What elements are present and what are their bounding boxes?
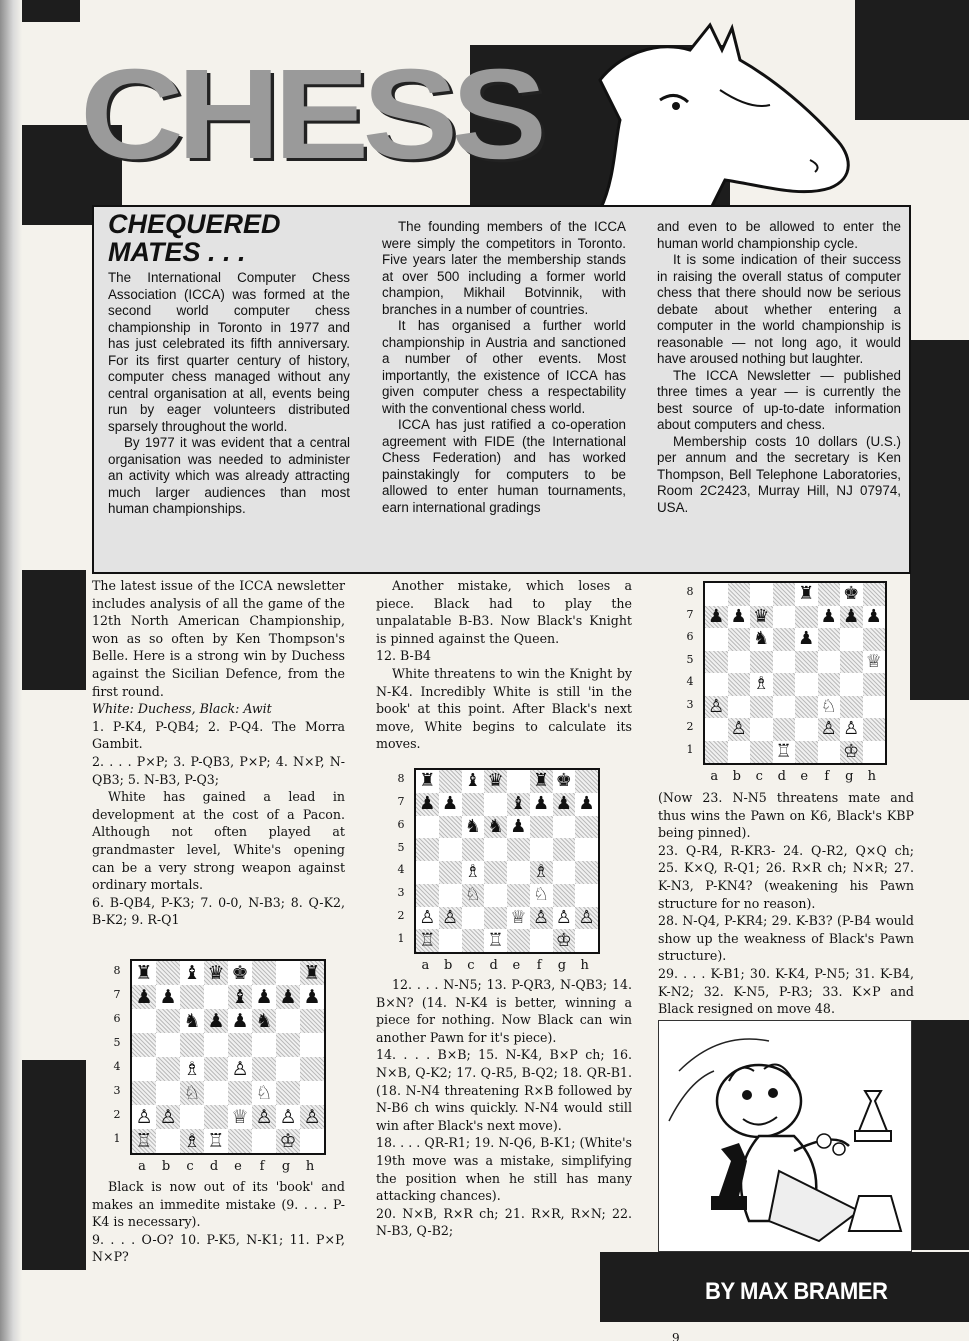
chess-square xyxy=(276,1033,300,1057)
chess-square xyxy=(795,718,818,741)
file-label: h xyxy=(867,769,876,784)
chess-piece-square: ♞ xyxy=(183,1009,201,1032)
chess-square xyxy=(773,718,796,741)
chess-square xyxy=(276,1009,300,1033)
chess-square xyxy=(553,861,576,884)
chess-square xyxy=(575,838,598,861)
file-label: a xyxy=(710,769,719,784)
file-label: b xyxy=(732,769,741,784)
chess-square xyxy=(300,1057,324,1081)
chess-square xyxy=(416,884,439,907)
rank-label: 8 xyxy=(686,585,694,599)
chess-square xyxy=(484,884,507,907)
chess-board-grid xyxy=(703,581,887,765)
chess-piece-square: ♟ xyxy=(231,1009,249,1032)
chess-piece-square: ♟ xyxy=(705,606,728,629)
paragraph: Membership costs 10 dollars (U.S.) per annum and the secretary is Ken Thompson, Bell Telephone Laboratories, Room 2C2423, Murray Hill, NJ 07974, USA. xyxy=(657,433,901,515)
cartoon-illustration xyxy=(658,1020,912,1252)
article-text: 1. P-K4, P-QB4; 2. P-Q4. The Morra Gambit. xyxy=(92,718,345,752)
chess-square xyxy=(773,651,796,674)
chess-piece-square: ♞ xyxy=(252,1009,276,1033)
chess-piece-square: ♜ xyxy=(530,770,553,793)
chess-board-grid xyxy=(130,959,326,1155)
chess-piece-square: ♙ xyxy=(705,696,728,719)
chess-square xyxy=(705,718,728,741)
chess-piece-square: ♗ xyxy=(530,861,553,884)
file-label: d xyxy=(209,1159,219,1174)
chess-square xyxy=(728,696,751,719)
chess-piece-square: ♗ xyxy=(183,1057,201,1080)
chess-piece-square: ♛ xyxy=(750,606,773,629)
rank-label: 5 xyxy=(113,1036,121,1049)
chess-piece-square: ♗ xyxy=(753,673,770,695)
chess-piece-square: ♘ xyxy=(462,884,485,907)
rank-label: 3 xyxy=(113,1084,121,1097)
chess-square xyxy=(840,651,863,674)
chess-square xyxy=(575,770,598,793)
file-label: f xyxy=(824,769,830,784)
chess-square xyxy=(439,816,462,839)
chess-piece-square: ♟ xyxy=(553,793,576,816)
paragraph: The founding members of the ICCA were simply the competitors in Toronto. Five years later the membership stands at over 500 including a former world champion, Mikhail Botvinnik, with branches in a number of countries. xyxy=(382,219,626,317)
chess-piece-square: ♙ xyxy=(419,906,436,928)
article-column-3 xyxy=(658,789,914,1018)
file-label: g xyxy=(845,769,854,784)
checker-square xyxy=(22,570,86,690)
chess-square xyxy=(439,884,462,907)
chess-square xyxy=(773,673,796,696)
chess-square xyxy=(439,838,462,861)
chess-piece-square: ♜ xyxy=(300,961,324,985)
chess-piece-square: ♟ xyxy=(820,605,837,627)
checker-square xyxy=(910,570,969,700)
file-label: c xyxy=(186,1159,194,1174)
chess-piece-square: ♔ xyxy=(840,741,863,764)
author-byline: BY MAX BRAMER xyxy=(705,1278,888,1305)
chess-piece-square: ♘ xyxy=(180,1081,204,1105)
rank-label: 1 xyxy=(686,742,694,756)
chess-piece-square: ♙ xyxy=(300,1105,324,1129)
chess-square xyxy=(795,673,818,696)
file-label: c xyxy=(467,958,475,973)
rank-label: 6 xyxy=(397,817,405,831)
chess-square xyxy=(507,861,530,884)
sidebar-column-3 xyxy=(657,219,901,516)
rank-label: 6 xyxy=(686,630,694,644)
chess-square xyxy=(416,816,439,839)
chess-square xyxy=(818,583,841,606)
chess-square xyxy=(705,628,728,651)
chess-diagram-3 xyxy=(683,577,897,787)
chess-piece-square: ♟ xyxy=(798,628,815,650)
paragraph: By 1977 it was evident that a central organisation was needed to administer an activity which was already attracting much larger audiences than most human championships. xyxy=(108,435,350,516)
sidebar-column-1 xyxy=(108,270,350,518)
article-text: 12. B-B4 xyxy=(376,648,432,664)
chess-piece-square: ♙ xyxy=(843,718,860,740)
chess-square xyxy=(840,673,863,696)
chess-square xyxy=(507,929,530,952)
chess-square xyxy=(795,741,818,764)
chess-square xyxy=(439,929,462,952)
chess-piece-square: ♕ xyxy=(231,1105,249,1128)
chess-square xyxy=(575,861,598,884)
chess-square xyxy=(750,741,773,764)
chess-square xyxy=(818,628,841,651)
chess-square xyxy=(705,673,728,696)
chess-square xyxy=(530,838,553,861)
chess-square xyxy=(204,1105,228,1129)
chess-square xyxy=(750,651,773,674)
chess-square xyxy=(863,696,886,719)
chess-square xyxy=(728,741,751,764)
chess-square xyxy=(705,741,728,764)
chess-piece-square: ♔ xyxy=(553,929,576,952)
file-label: h xyxy=(305,1159,315,1174)
file-label: f xyxy=(259,1159,265,1174)
chess-square xyxy=(575,816,598,839)
article-column-2-top xyxy=(376,577,632,753)
chess-square xyxy=(180,1033,204,1057)
masthead-title: CHESS xyxy=(80,43,541,186)
article-text: Another mistake, which loses a piece. Black had to play the unpalatable B-B3. Now Black's Knight is pinned against the Queen. xyxy=(376,578,632,646)
chess-square xyxy=(276,1057,300,1081)
chess-piece-square: ♟ xyxy=(730,605,747,627)
chess-square xyxy=(484,907,507,930)
chess-square xyxy=(553,884,576,907)
chess-square xyxy=(795,606,818,629)
chess-square xyxy=(462,929,485,952)
chess-square xyxy=(818,741,841,764)
chess-square xyxy=(728,651,751,674)
chess-square xyxy=(728,583,751,606)
chess-piece-square: ♙ xyxy=(575,907,598,930)
chess-square xyxy=(507,884,530,907)
article-text: 14. . . . B×B; 15. N-K4, B×P ch; 16. N×B, Q-K2; 17. Q-R5, B-Q2; 18. QR-B1. (18. N-N4 threatening R×B followed by N-B6 ch wins quickly. N-N4 would still win after Black's next move). xyxy=(376,1047,632,1133)
chess-square xyxy=(228,1033,252,1057)
chess-piece-square: ♚ xyxy=(231,961,249,984)
chess-square xyxy=(439,861,462,884)
chess-square xyxy=(252,961,276,985)
chess-square xyxy=(507,838,530,861)
chess-piece-square: ♖ xyxy=(207,1129,225,1152)
file-label: g xyxy=(557,958,567,973)
file-label: h xyxy=(580,958,589,973)
chess-square xyxy=(132,1081,156,1105)
article-text: White threatens to win the Knight by N-K4. Incredibly White is still 'in the book' at this point. After Black's next move, White begins to calculate its moves. xyxy=(376,665,632,752)
chess-square xyxy=(705,583,728,606)
chess-square xyxy=(863,628,886,651)
chess-piece-square: ♟ xyxy=(510,815,527,837)
article-text: White has gained a lead in development at the cost of a Pacon. Although not often played at grandmaster level, White's opening can be a very strong weapon against ordinary mortals. xyxy=(92,789,345,893)
rank-label: 1 xyxy=(397,931,405,945)
paragraph: ICCA has just ratified a co-operation agreement with FIDE (the International Chess Federation) and has worked painstakingly for computers to be allowed to enter human tournaments, earn international gradings xyxy=(382,417,626,515)
file-label: d xyxy=(777,769,786,784)
paragraph: The International Computer Chess Association (ICCA) was formed at the second world computer chess championship in Toronto in 1977 and has just celebrated its fifth anniversary. For its first quarter century of history, computer chess managed without any central organisation at all, events being run by eager volunteers distributed sparsely throughout the world. xyxy=(108,270,350,434)
chess-piece-square: ♜ xyxy=(798,583,815,605)
chess-square xyxy=(300,1009,324,1033)
chess-piece-square: ♘ xyxy=(820,695,837,717)
article-column-2-bottom xyxy=(376,976,632,1240)
chess-square xyxy=(416,861,439,884)
chess-piece-square: ♔ xyxy=(276,1129,300,1153)
chess-piece-square: ♜ xyxy=(419,770,436,792)
chess-square xyxy=(484,838,507,861)
chess-square xyxy=(863,583,886,606)
rank-label: 2 xyxy=(397,908,405,922)
checker-square xyxy=(855,0,969,120)
chess-square xyxy=(462,793,485,816)
article-text: White: Duchess, Black: Awit xyxy=(92,701,272,717)
article-text: 6. B-QB4, P-K3; 7. 0-0, N-B3; 8. Q-K2, B-K2; 9. R-Q1 xyxy=(92,894,345,928)
chess-piece-square: ♙ xyxy=(231,1057,249,1080)
chess-piece-square: ♖ xyxy=(775,740,792,762)
chess-board-grid xyxy=(414,768,600,954)
chess-square xyxy=(750,696,773,719)
chess-piece-square: ♟ xyxy=(255,985,273,1008)
chess-piece-square: ♘ xyxy=(255,1081,273,1104)
chess-square xyxy=(204,1033,228,1057)
chess-piece-square: ♟ xyxy=(442,793,459,815)
article-text: 2. . . . P×P; 3. P-QB3, P×P; 4. N×P, N-QB3; 5. N-B3, P-Q3; xyxy=(92,753,345,787)
chess-piece-square: ♝ xyxy=(228,985,252,1009)
rank-label: 4 xyxy=(113,1060,121,1073)
article-text: 23. Q-R4, R-KR3- 24. Q-R2, Q×Q ch; 25. K×Q, R-Q1; 26. R×R ch; N×R; 27. K-N3, P-KN4? (weakening his Pawn structure for no reason). xyxy=(658,842,914,911)
chess-square xyxy=(553,838,576,861)
chess-square xyxy=(728,673,751,696)
chess-piece-square: ♕ xyxy=(510,906,527,928)
chess-piece-square: ♙ xyxy=(279,1105,297,1128)
chess-piece-square: ♟ xyxy=(276,985,300,1009)
paragraph: The ICCA Newsletter — published three times a year — is currently the best source of up-to-date information about computers and chess. xyxy=(657,367,901,432)
rank-label: 7 xyxy=(113,988,121,1001)
chess-piece-square: ♚ xyxy=(555,770,572,792)
chess-piece-square: ♟ xyxy=(159,985,177,1008)
chess-square xyxy=(863,673,886,696)
chess-square xyxy=(156,1129,180,1153)
chess-piece-square: ♟ xyxy=(132,985,156,1009)
chess-square xyxy=(156,1033,180,1057)
chess-piece-square: ♙ xyxy=(252,1105,276,1129)
chess-square xyxy=(818,651,841,674)
chess-piece-square: ♖ xyxy=(132,1129,156,1153)
rank-label: 5 xyxy=(397,840,405,854)
chess-square xyxy=(863,741,886,764)
rank-label: 8 xyxy=(397,772,405,786)
paragraph: It has organised a further world championship in Austria and sanctioned a number of other events. Most importantly, the existence of ICCA has given computer chess a respectability with the conventional chess world. xyxy=(382,318,626,416)
chess-piece-square: ♞ xyxy=(464,815,481,837)
rank-label: 4 xyxy=(397,863,405,877)
chess-square xyxy=(705,651,728,674)
rank-label: 1 xyxy=(113,1132,121,1145)
chess-piece-square: ♙ xyxy=(439,907,462,930)
chess-diagram-2 xyxy=(394,764,610,976)
chess-square xyxy=(795,651,818,674)
article-column-1-top xyxy=(92,577,345,929)
chess-square xyxy=(156,961,180,985)
chess-square xyxy=(156,1081,180,1105)
chess-piece-square: ♞ xyxy=(484,816,507,839)
chess-square xyxy=(132,1057,156,1081)
file-label: f xyxy=(536,958,542,973)
chess-square xyxy=(204,1081,228,1105)
chess-square xyxy=(507,770,530,793)
chess-square xyxy=(840,696,863,719)
chess-piece-square: ♙ xyxy=(135,1105,153,1128)
chess-square xyxy=(773,628,796,651)
chess-piece-square: ♙ xyxy=(818,718,841,741)
chess-piece-square: ♗ xyxy=(464,861,481,883)
chess-piece-square: ♟ xyxy=(533,793,550,815)
chess-piece-square: ♘ xyxy=(533,884,550,906)
checker-square xyxy=(910,1020,969,1250)
chess-square xyxy=(462,907,485,930)
chess-piece-square: ♛ xyxy=(484,770,507,793)
chess-piece-square: ♝ xyxy=(183,961,201,984)
chess-square xyxy=(300,1129,324,1153)
chess-square xyxy=(204,1057,228,1081)
article-text: (Now 23. N-N5 threatens mate and thus wins the Pawn on K6, Black's KBP being pinned). xyxy=(658,790,914,841)
chess-square xyxy=(530,816,553,839)
chess-piece-square: ♝ xyxy=(507,793,530,816)
page-binding-shadow xyxy=(0,0,22,1341)
chess-piece-square: ♟ xyxy=(204,1009,228,1033)
article-text: 28. N-Q4, P-KR4; 29. K-B3? (P-B4 would show up the weakness of Black's Pawn structure). xyxy=(658,913,914,964)
rank-label: 6 xyxy=(113,1012,121,1025)
file-label: b xyxy=(161,1159,171,1174)
chess-piece-square: ♝ xyxy=(464,770,481,792)
article-text: 12. . . . N-N5; 13. P-QR3, N-QB3; 14. B×N? (14. N-K4 is better, winning a piece for nothing. Now Black can win another Pawn for it's piece). xyxy=(376,977,632,1045)
chess-piece-square: ♖ xyxy=(487,929,504,951)
article-text: 29. . . . K-B1; 30. K-K4, P-N5; 31. K-B4, K-N2; 32. K-N5, P-R3; 33. K×P and Black resigned on move 48. xyxy=(658,965,914,1017)
chess-piece-square: ♞ xyxy=(753,628,770,650)
chess-square xyxy=(439,770,462,793)
chess-piece-square: ♟ xyxy=(578,793,595,815)
chess-square xyxy=(750,718,773,741)
rank-label: 2 xyxy=(686,720,694,734)
chess-piece-square: ♕ xyxy=(865,650,882,672)
chess-square xyxy=(575,929,598,952)
rank-label: 5 xyxy=(686,652,694,666)
chess-square xyxy=(228,1081,252,1105)
knight-head-illustration xyxy=(560,20,860,210)
chess-square xyxy=(276,961,300,985)
article-text: 20. N×B, R×R ch; 21. R×R, R×N; 22. N-B3, Q-B2; xyxy=(376,1205,632,1239)
chess-square xyxy=(750,583,773,606)
sidebar-title: CHEQUERED MATES . . . xyxy=(108,209,281,267)
file-label: a xyxy=(138,1159,146,1174)
chess-square xyxy=(180,985,204,1009)
sidebar-column-2 xyxy=(382,219,626,516)
chess-square xyxy=(773,606,796,629)
chess-square xyxy=(132,1033,156,1057)
chess-square xyxy=(180,1105,204,1129)
chess-square xyxy=(228,1129,252,1153)
file-label: e xyxy=(234,1159,242,1174)
chess-square xyxy=(484,861,507,884)
file-label: d xyxy=(489,958,498,973)
chess-square xyxy=(840,628,863,651)
chess-piece-square: ♛ xyxy=(204,961,228,985)
chess-square xyxy=(863,718,886,741)
chess-piece-square: ♟ xyxy=(416,793,439,816)
masthead xyxy=(80,40,560,190)
checker-square xyxy=(22,0,80,22)
page-number: 9 xyxy=(672,1331,680,1341)
article-text: 9. . . . O-O? 10. P-K5, N-K1; 11. P×P, N×P? xyxy=(92,1231,345,1265)
chess-piece-square: ♙ xyxy=(555,906,572,928)
chess-square xyxy=(462,838,485,861)
file-label: b xyxy=(443,958,453,973)
chess-piece-square: ♚ xyxy=(843,583,860,605)
chess-square xyxy=(300,1081,324,1105)
chess-square xyxy=(773,583,796,606)
chess-square xyxy=(156,1009,180,1033)
rank-label: 3 xyxy=(397,886,405,900)
chess-square xyxy=(773,696,796,719)
rank-label: 8 xyxy=(113,964,121,977)
chess-square xyxy=(252,1057,276,1081)
rank-label: 4 xyxy=(686,675,694,689)
chess-piece-square: ♜ xyxy=(135,961,153,984)
rank-label: 2 xyxy=(113,1108,121,1121)
chess-square xyxy=(416,838,439,861)
chess-piece-square: ♗ xyxy=(180,1129,204,1153)
file-label: g xyxy=(281,1159,291,1174)
chess-piece-square: ♟ xyxy=(303,985,321,1008)
chess-square xyxy=(252,1129,276,1153)
rank-label: 7 xyxy=(397,795,405,809)
chess-square xyxy=(276,1081,300,1105)
chess-square xyxy=(530,929,553,952)
chess-square xyxy=(795,696,818,719)
chess-diagram-1 xyxy=(110,955,328,1177)
checker-square xyxy=(22,1060,86,1270)
file-label: e xyxy=(512,958,521,973)
rank-label: 3 xyxy=(686,697,694,711)
file-label: a xyxy=(421,958,430,973)
chess-square xyxy=(204,985,228,1009)
paragraph: It is some indication of their success in raising the overall status of computer chess that there should now be serious debate about whether entering a computer in the world championship is reasonable — not long ago, it would have aroused nothing but laughter. xyxy=(657,252,901,366)
chess-piece-square: ♙ xyxy=(530,907,553,930)
chess-piece-square: ♖ xyxy=(416,929,439,952)
chess-square xyxy=(484,793,507,816)
chess-square xyxy=(156,1057,180,1081)
chess-square xyxy=(728,628,751,651)
chess-square xyxy=(818,673,841,696)
chess-square xyxy=(553,816,576,839)
file-label: c xyxy=(755,769,763,784)
chess-piece-square: ♟ xyxy=(840,606,863,629)
paragraph: and even to be allowed to enter the human world championship cycle. xyxy=(657,219,901,251)
article-text: Black is now out of its 'book' and makes an immedite mistake (9. . . . P-K4 is necessary). xyxy=(92,1179,345,1230)
file-label: e xyxy=(800,769,809,784)
chess-square xyxy=(132,1009,156,1033)
chess-piece-square: ♙ xyxy=(156,1105,180,1129)
chess-square xyxy=(300,1033,324,1057)
article-text: 18. . . . QR-R1; 19. N-Q6, B-K1; (White's 19th move was a mistake, simplifying the position when he still has many attacking chances). xyxy=(376,1135,632,1204)
chess-piece-square: ♙ xyxy=(728,718,751,741)
chess-piece-square: ♟ xyxy=(865,605,882,627)
article-column-1-bottom xyxy=(92,1178,345,1266)
article-text: The latest issue of the ICCA newsletter includes analysis of all the game of the 12th North American Championship, won as so often by Ken Thompson's Belle. Here is a strong win by Duchess against the Sicilian Defence, from the first round. xyxy=(92,578,345,699)
chess-square xyxy=(252,1033,276,1057)
rank-label: 7 xyxy=(686,607,694,621)
chess-square xyxy=(575,884,598,907)
